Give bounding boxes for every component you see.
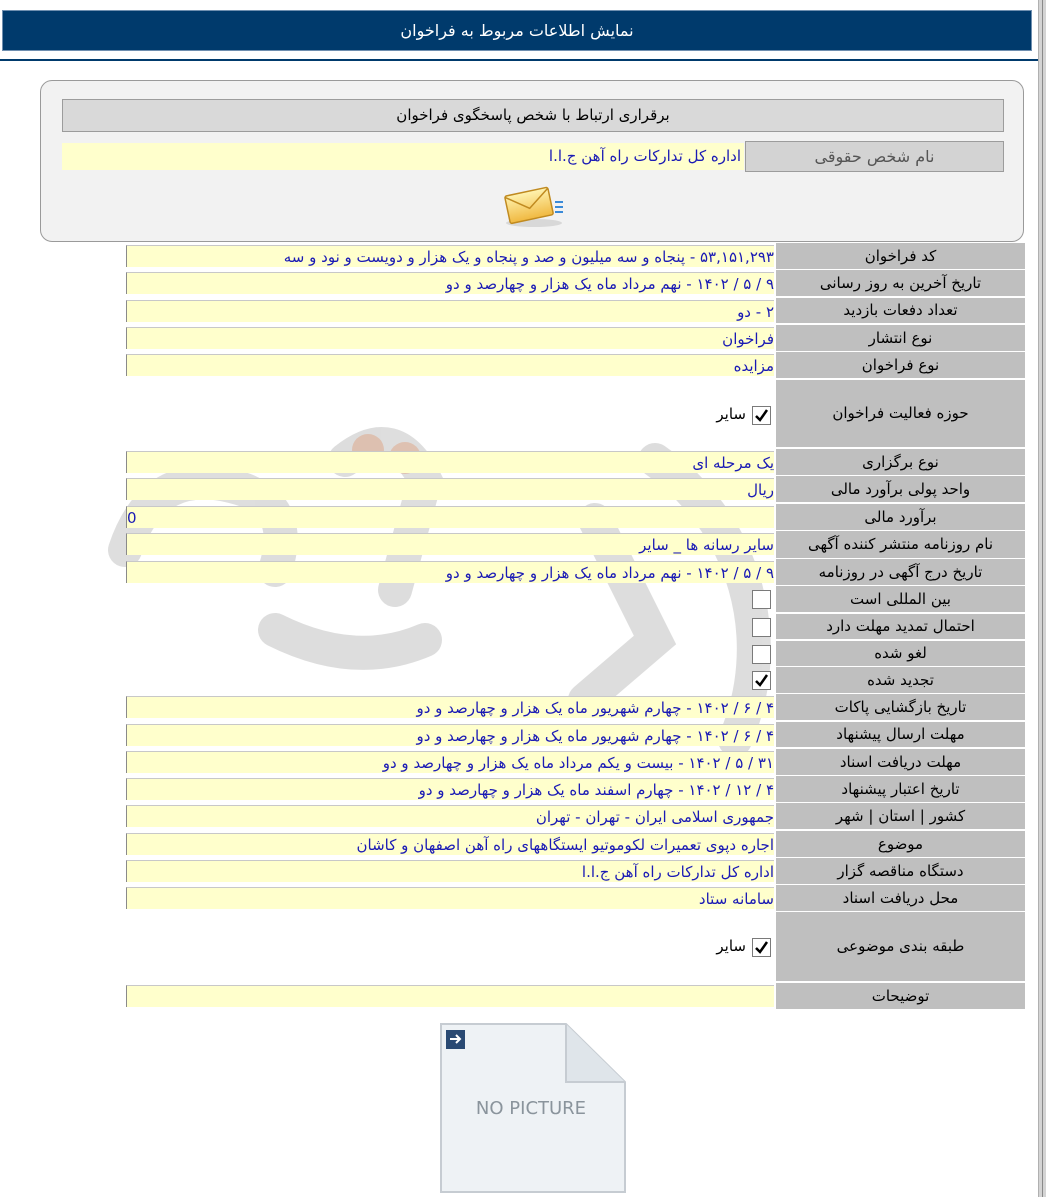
legal-person-label: نام شخص حقوقی — [745, 141, 1004, 172]
field-value: جمهوری اسلامی ایران - تهران - تهران — [126, 805, 774, 827]
field-checkbox[interactable] — [752, 938, 771, 957]
field-label: تاریخ اعتبار پیشنهاد — [776, 776, 1025, 802]
field-label: واحد پولی برآورد مالی — [776, 476, 1025, 502]
field-value: سایر رسانه ها _ سایر — [126, 533, 774, 555]
field-value: سامانه ستاد — [126, 887, 774, 909]
field-value: فراخوان — [126, 327, 774, 349]
field-value: ۴ / ۶ / ۱۴۰۲ - چهارم شهریور ماه یک هزار و چهارصد و دو — [126, 696, 774, 718]
field-value: 0 — [126, 506, 774, 528]
contact-title: برقراری ارتباط با شخص پاسخگوی فراخوان — [62, 99, 1004, 132]
field-value: ۹ / ۵ / ۱۴۰۲ - نهم مرداد ماه یک هزار و چهارصد و دو — [126, 272, 774, 294]
field-label: نوع انتشار — [776, 325, 1025, 351]
field-label: تجدید شده — [776, 667, 1025, 693]
field-label: مهلت ارسال پیشنهاد — [776, 722, 1025, 747]
field-value: اجاره دپوی تعمیرات لکوموتیو ایستگاههای راه آهن اصفهان و کاشان — [126, 833, 774, 855]
field-label: برآورد مالی — [776, 504, 1025, 530]
field-checkbox[interactable] — [752, 618, 771, 637]
checkmark-icon — [753, 939, 770, 956]
field-label: کشور | استان | شهر — [776, 803, 1025, 829]
window-right-border — [1038, 0, 1046, 1197]
field-label: محل دریافت اسناد — [776, 885, 1025, 911]
field-label: مهلت دریافت اسناد — [776, 749, 1025, 775]
field-label: توضیحات — [776, 983, 1025, 1009]
no-picture-icon — [438, 1022, 628, 1194]
field-value: ۳۱ / ۵ / ۱۴۰۲ - بیست و یکم مرداد ماه یک هزار و چهارصد و دو — [126, 751, 774, 773]
page-title: نمایش اطلاعات مربوط به فراخوان — [400, 21, 634, 40]
field-checkbox[interactable] — [752, 645, 771, 664]
checkbox-label: سایر — [716, 405, 746, 423]
no-picture-text: NO PICTURE — [475, 1098, 587, 1119]
field-label: نام روزنامه منتشر کننده آگهی — [776, 531, 1025, 558]
field-label: طبقه بندی موضوعی — [776, 912, 1025, 981]
field-label: تاریخ بازگشایی پاکات — [776, 694, 1025, 720]
field-label: حوزه فعالیت فراخوان — [776, 380, 1025, 447]
field-value: مزایده — [126, 354, 774, 376]
field-label: تاریخ آخرین به روز رسانی — [776, 270, 1025, 296]
field-label: تاریخ درج آگهی در روزنامه — [776, 559, 1025, 585]
field-label: موضوع — [776, 831, 1025, 857]
contact-panel — [40, 80, 1024, 242]
field-value: ۹ / ۵ / ۱۴۰۲ - نهم مرداد ماه یک هزار و چهارصد و دو — [126, 561, 774, 583]
field-label: نوع فراخوان — [776, 352, 1025, 378]
field-value: ۲ - دو — [126, 300, 774, 322]
field-checkbox[interactable] — [752, 590, 771, 609]
field-label: دستگاه مناقصه گزار — [776, 858, 1025, 884]
field-label: نوع برگزاری — [776, 449, 1025, 475]
checkbox-label: سایر — [716, 937, 746, 955]
envelope-icon[interactable] — [501, 183, 571, 229]
field-label: تعداد دفعات بازدید — [776, 298, 1025, 323]
field-label: بین المللی است — [776, 586, 1025, 612]
field-value: ۵۳,۱۵۱,۲۹۳ - پنجاه و سه میلیون و صد و پنجاه و یک هزار و دویست و نود و سه — [126, 245, 774, 267]
field-label: احتمال تمدید مهلت دارد — [776, 614, 1025, 639]
legal-person-value: اداره کل تدارکات راه آهن ج.ا.ا — [62, 143, 744, 170]
page-header — [2, 10, 1032, 51]
checkmark-icon — [753, 407, 770, 424]
field-label: کد فراخوان — [776, 243, 1025, 269]
field-value: ۴ / ۶ / ۱۴۰۲ - چهارم شهریور ماه یک هزار و چهارصد و دو — [126, 724, 774, 746]
field-value: ۴ / ۱۲ / ۱۴۰۲ - چهارم اسفند ماه یک هزار و چهارصد و دو — [126, 778, 774, 800]
field-value: اداره کل تدارکات راه آهن ج.ا.ا — [126, 860, 774, 882]
field-value: ریال — [126, 478, 774, 500]
field-label: لغو شده — [776, 641, 1025, 666]
checkmark-icon — [753, 672, 770, 689]
field-checkbox[interactable] — [752, 406, 771, 425]
field-value — [126, 985, 774, 1007]
field-checkbox[interactable] — [752, 671, 771, 690]
header-divider — [0, 59, 1038, 61]
field-value: یک مرحله ای — [126, 451, 774, 473]
